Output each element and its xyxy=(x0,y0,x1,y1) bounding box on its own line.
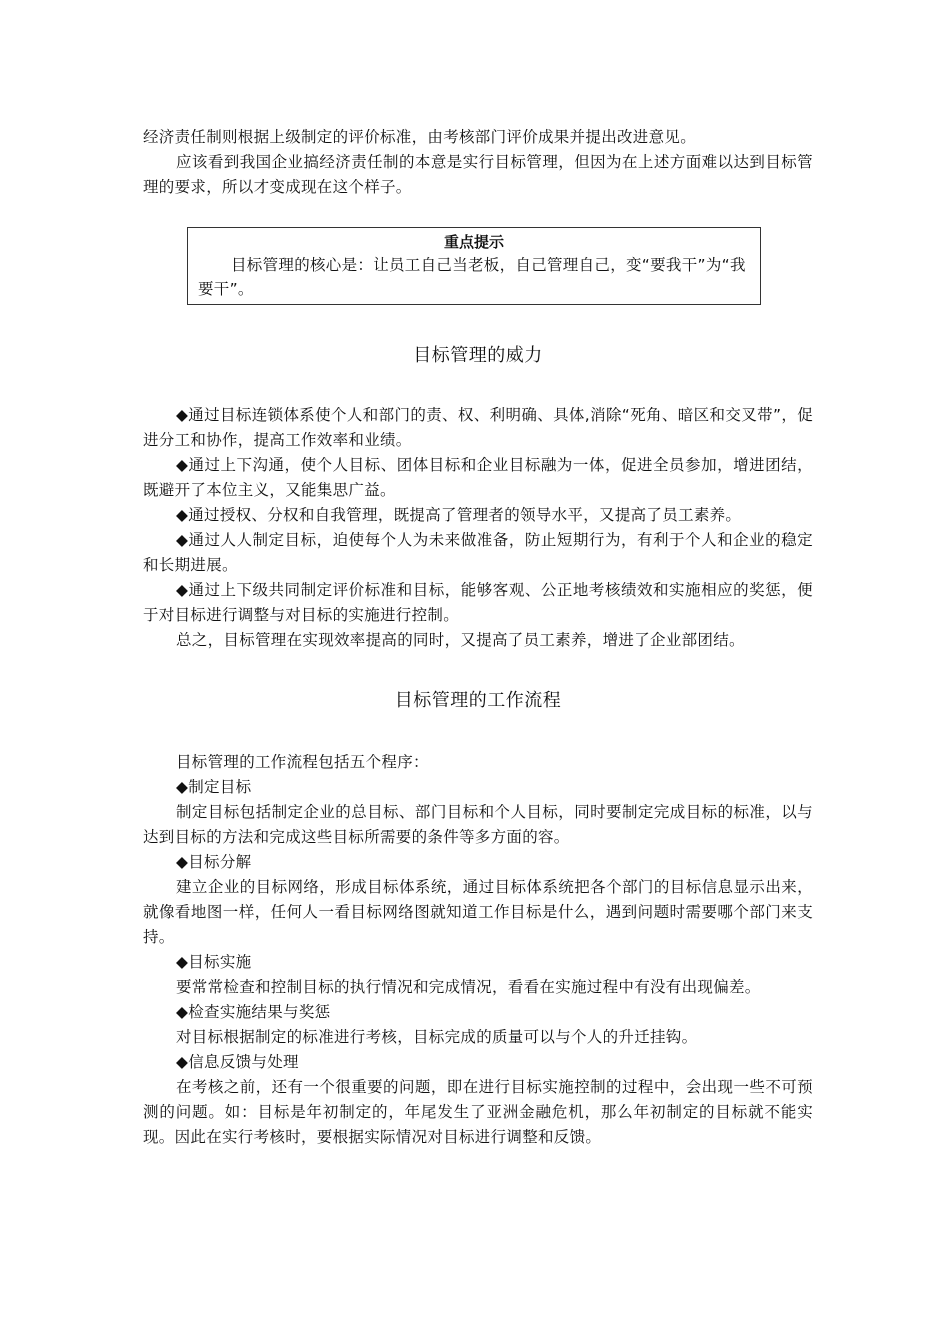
workflow-step-body: 建立企业的目标网络，形成目标体系统，通过目标体系统把各个部门的目标信息显示出来，就像看地图一样，任何人一看目标网络图就知道工作目标是什么，遇到问题时需要哪个部门来支持。 xyxy=(143,878,813,946)
workflow-step-title: ◆目标分解 xyxy=(176,853,252,871)
key-tip-title: 重点提示 xyxy=(443,233,504,251)
key-tip-body: 目标管理的核心是：让员工自己当老板，自己管理自己，变“要我干”为“我要干”。 xyxy=(198,256,746,298)
section-heading-workflow: 目标管理的工作流程 xyxy=(394,690,562,711)
workflow-step-body: 要常常检查和控制目标的执行情况和完成情况，看看在实施过程中有没有出现偏差。 xyxy=(176,978,761,996)
workflow-step-title: ◆制定目标 xyxy=(176,778,252,796)
workflow-step-title: ◆目标实施 xyxy=(176,953,252,971)
workflow-step-body: 在考核之前，还有一个很重要的问题，即在进行目标实施控制的过程中，会出现一些不可预测的问题。如：目标是年初制定的，年尾发生了亚洲金融危机，那么年初制定的目标就不能实现。因此在实行考核时，要根据实际情况对目标进行调整和反馈。 xyxy=(143,1078,813,1146)
power-item: ◆通过人人制定目标，迫使每个人为未来做准备，防止短期行为，有利于个人和企业的稳定和长期进展。 xyxy=(143,531,813,574)
section-heading-power: 目标管理的威力 xyxy=(413,345,543,366)
intro-paragraph: 应该看到我国企业搞经济责任制的本意是实行目标管理，但因为在上述方面难以达到目标管理的要求，所以才变成现在这个样子。 xyxy=(143,153,813,196)
intro-line: 经济责任制则根据上级制定的评价标准，由考核部门评价成果并提出改进意见。 xyxy=(143,128,697,146)
document-page xyxy=(143,120,813,1150)
power-item: ◆通过上下沟通，使个人目标、团体目标和企业目标融为一体，促进全员参加，增进团结，既避开了本位主义，又能集思广益。 xyxy=(143,456,813,499)
power-item: ◆通过上下级共同制定评价标准和目标，能够客观、公正地考核绩效和实施相应的奖惩，便于对目标进行调整与对目标的实施进行控制。 xyxy=(143,581,813,624)
workflow-step-body: 对目标根据制定的标准进行考核，目标完成的质量可以与个人的升迁挂钩。 xyxy=(176,1028,698,1046)
workflow-step-title: ◆检查实施结果与奖惩 xyxy=(176,1003,331,1021)
power-summary: 总之，目标管理在实现效率提高的同时，又提高了员工素养，增进了企业部团结。 xyxy=(176,631,745,649)
power-item: ◆通过目标连锁体系使个人和部门的责、权、利明确、具体,消除“死角、暗区和交叉带”，促进分工和协作，提高工作效率和业绩。 xyxy=(143,406,813,449)
key-tip-box xyxy=(187,227,761,305)
power-item: ◆通过授权、分权和自我管理，既提高了管理者的领导水平，又提高了员工素养。 xyxy=(176,506,742,524)
workflow-step-title: ◆信息反馈与处理 xyxy=(176,1053,299,1071)
workflow-intro: 目标管理的工作流程包括五个程序： xyxy=(176,753,429,771)
workflow-step-body: 制定目标包括制定企业的总目标、部门目标和个人目标，同时要制定完成目标的标准，以与达到目标的方法和完成这些目标所需要的条件等多方面的容。 xyxy=(143,803,813,846)
